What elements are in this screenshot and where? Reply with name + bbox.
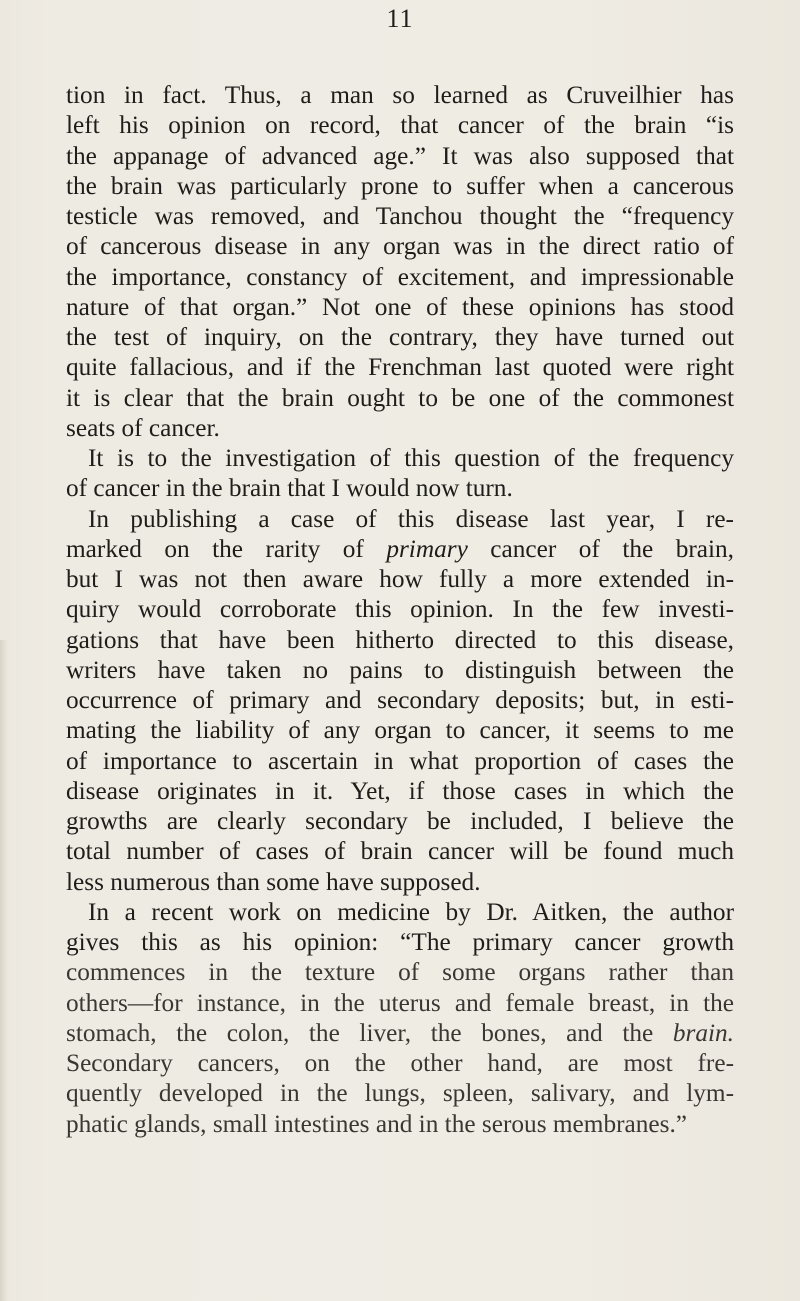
body-text: [66, 80, 734, 1139]
text-run: cancer of the brain,: [467, 534, 735, 563]
text-line: gives this as his opinion: “The primary cancer growth: [66, 928, 734, 956]
text-line: [66, 534, 734, 564]
text-line: nature of that organ.” Not one of these opinions has stood: [66, 292, 734, 321]
paragraph-end-line: phatic glands, small intestines and in the serous membranes.”: [66, 1109, 688, 1138]
text-line: total number of cases of brain cancer will be found much: [66, 837, 734, 866]
text-line: gations that have been hitherto directed to this disease,: [66, 625, 734, 654]
paragraph-end-line: of cancer in the brain that I would now turn.: [66, 474, 513, 503]
text-line: but I was not then aware how fully a more extended in-: [66, 565, 734, 593]
page-number: 11: [386, 4, 414, 33]
text-line: disease originates in it. Yet, if those cases in which the: [66, 776, 734, 805]
text-line: quite fallacious, and if the Frenchman last quoted were right: [66, 353, 734, 382]
text-line: quiry would corroborate this opinion. In the few investi-: [66, 595, 734, 624]
paragraph-start-line: It is to the investigation of this question of the frequency: [88, 444, 734, 472]
text-line: it is clear that the brain ought to be one of the commonest: [66, 383, 734, 412]
text-line: the appanage of advanced age.” It was also supposed that: [66, 141, 734, 170]
text-line: mating the liability of any organ to cancer, it seems to me: [66, 716, 734, 745]
page-edge-shadow: [0, 640, 8, 1301]
text-run: marked on the rarity of: [66, 534, 387, 563]
text-line: the importance, constancy of excitement, and impressionable: [66, 262, 734, 291]
text-line: testicle was removed, and Tanchou thought the “frequency: [66, 202, 734, 230]
text-line: the test of inquiry, on the contrary, they have turned out: [66, 323, 734, 351]
text-line: of cancerous disease in any organ was in the direct ratio of: [66, 232, 734, 261]
paragraph-end-line: seats of cancer.: [66, 413, 220, 442]
text-line: the brain was particularly prone to suffer when a cancerous: [66, 171, 734, 200]
text-line: commences in the texture of some organs rather than: [66, 958, 734, 987]
text-line: occurrence of primary and secondary deposits; but, in esti-: [66, 686, 734, 714]
text-line: quently developed in the lungs, spleen, salivary, and lym-: [66, 1079, 734, 1108]
paragraph-start-line: In a recent work on medicine by Dr. Aitken, the author: [88, 897, 734, 926]
text-line: tion in fact. Thus, a man so learned as Cruveilhier has: [66, 81, 734, 109]
italic-word-primary: primary: [386, 534, 468, 563]
text-line: others—for instance, in the uterus and female breast, in the: [66, 988, 734, 1017]
paragraph-end-line: less numerous than some have supposed.: [66, 867, 481, 896]
text-line: left his opinion on record, that cancer of the brain “is: [66, 111, 734, 140]
text-line: [66, 1018, 734, 1048]
italic-word-brain: brain.: [672, 1018, 734, 1047]
text-line: of importance to ascertain in what proportion of cases the: [66, 746, 734, 775]
text-line: growths are clearly secondary be included, I believe the: [66, 807, 734, 835]
text-line: Secondary cancers, on the other hand, are most fre-: [66, 1049, 734, 1077]
text-line: writers have taken no pains to distinguish between the: [66, 655, 734, 684]
paragraph-start-line: In publishing a case of this disease last year, I re-: [88, 504, 734, 533]
text-run: stomach, the colon, the liver, the bones, and the: [66, 1018, 673, 1047]
